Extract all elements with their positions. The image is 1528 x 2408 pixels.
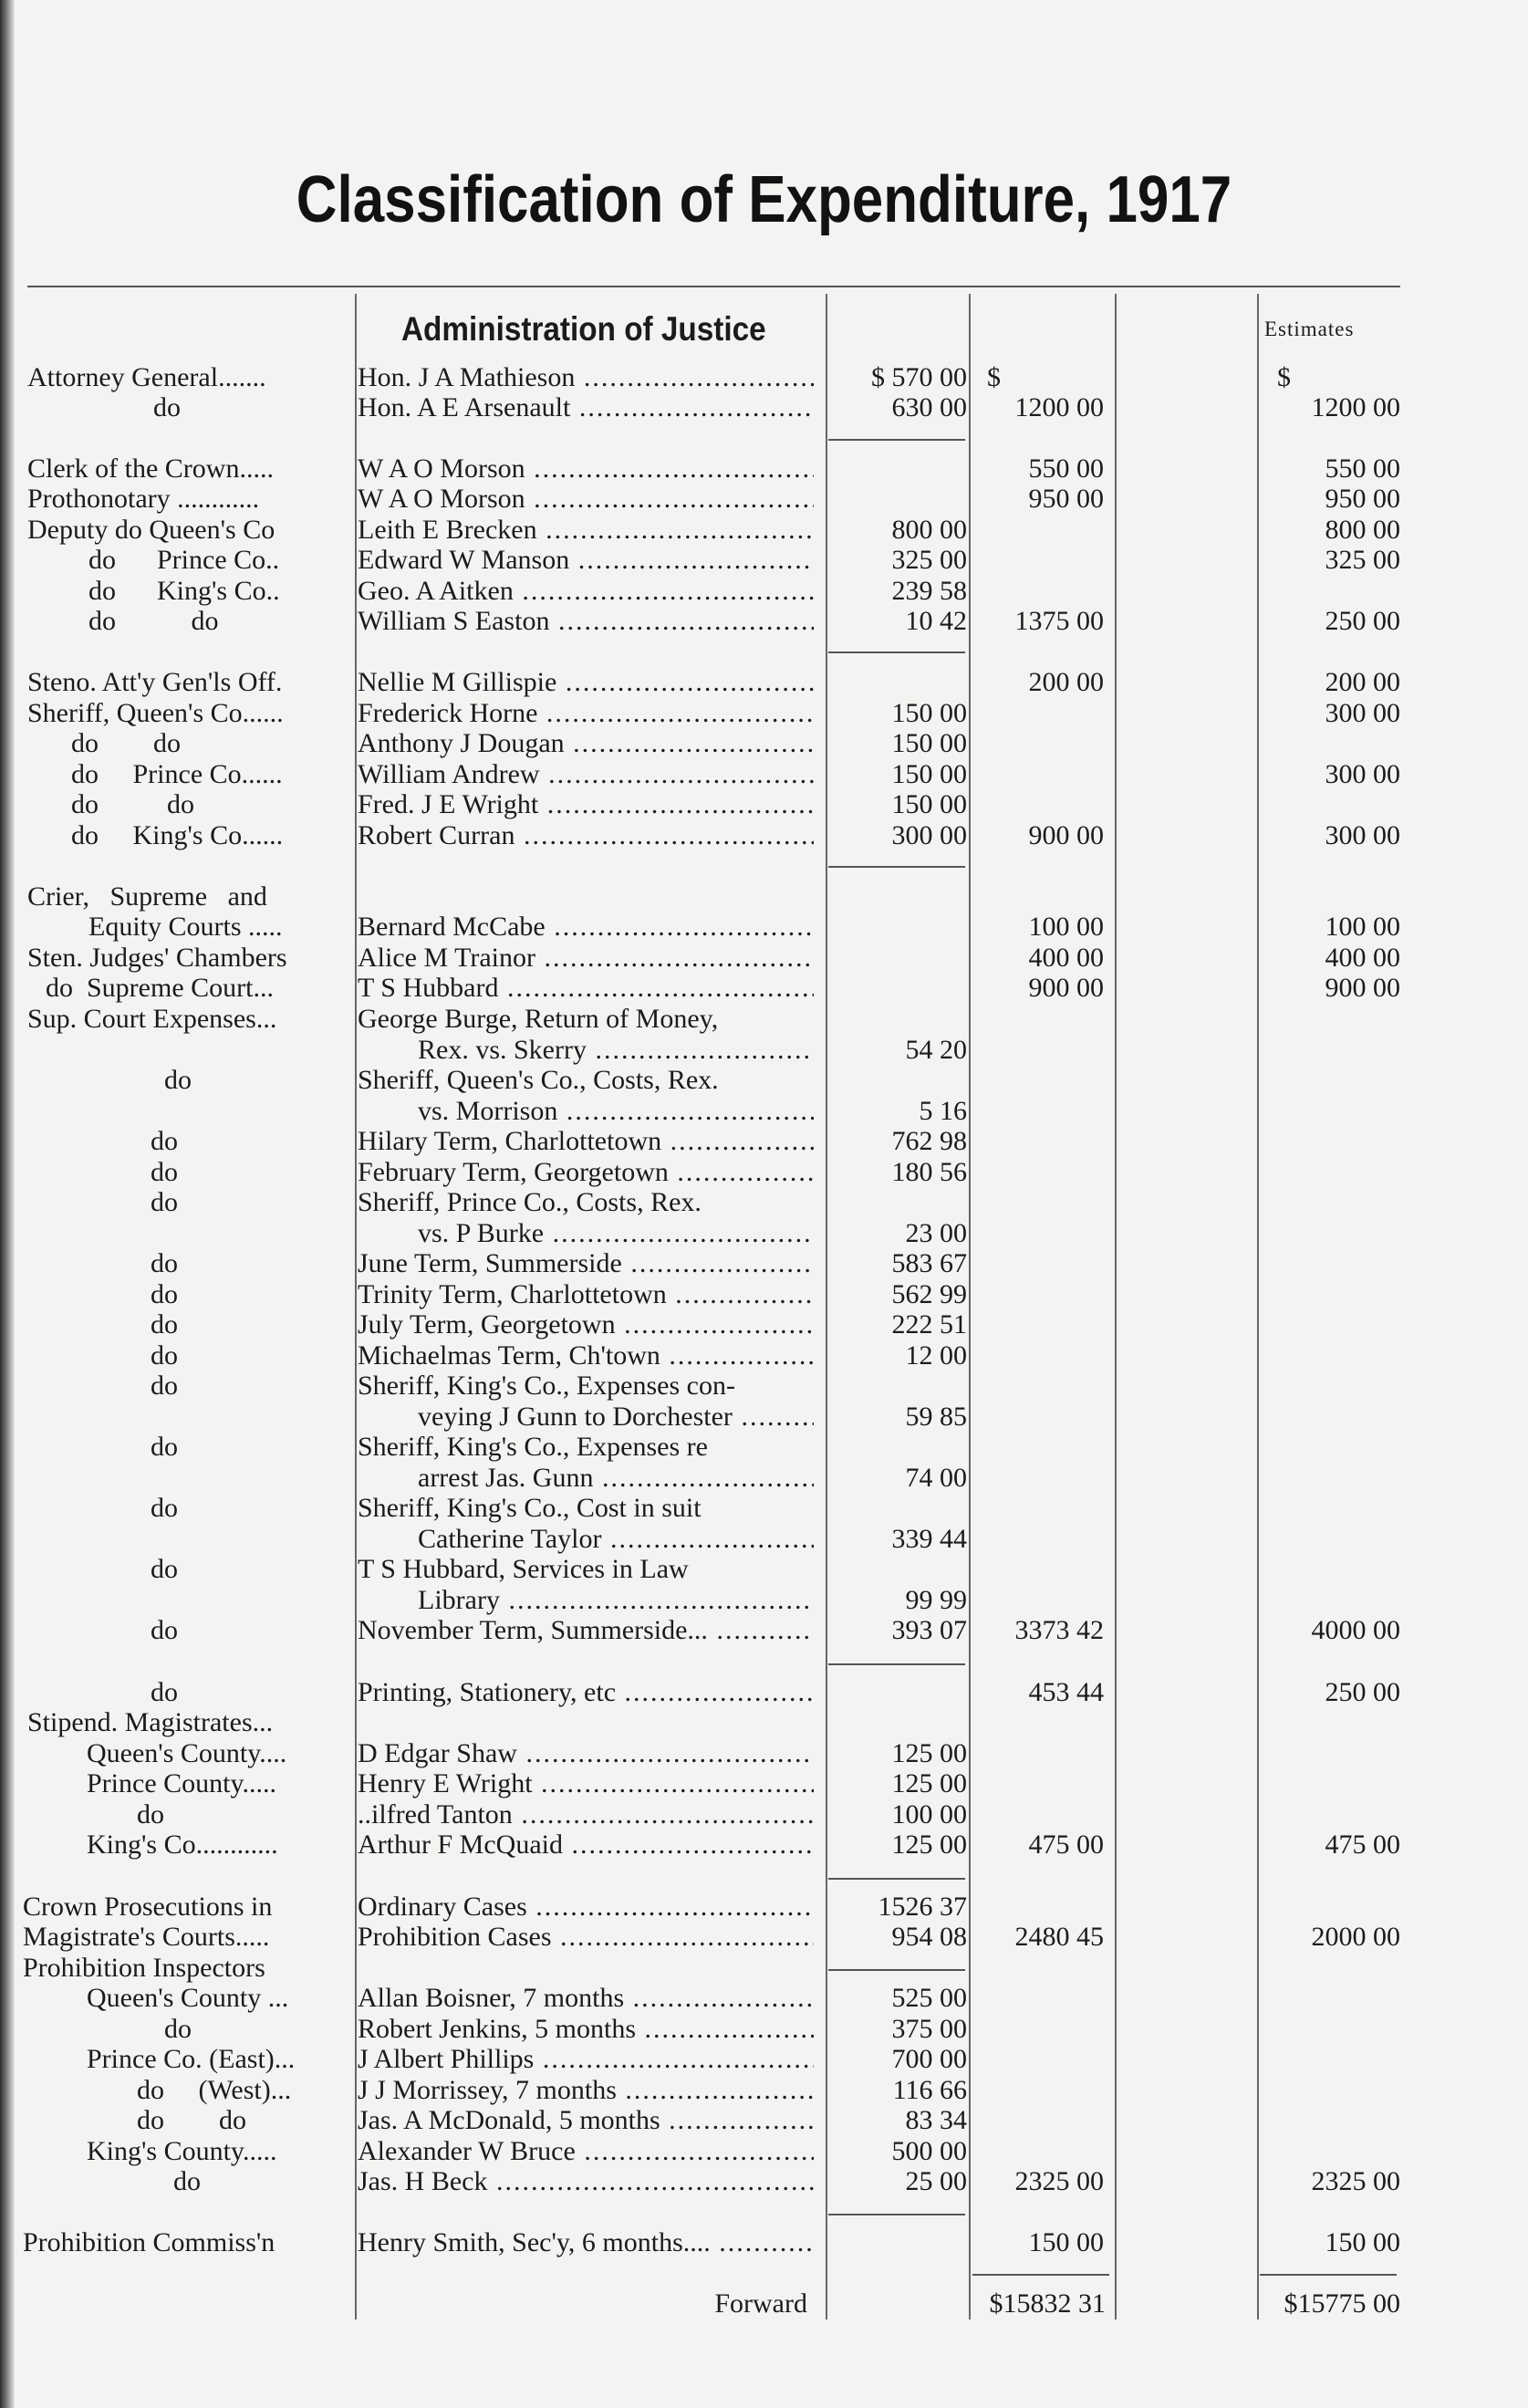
row-subtotal: 150 00 (1028, 2227, 1104, 2257)
row-label: do do (88, 606, 219, 636)
row-label: do Prince Co.. (88, 545, 280, 575)
row-amount: 23 00 (905, 1218, 967, 1248)
row-payee (358, 484, 814, 515)
row-payee-text: Michaelmas Term, Ch'town (358, 1340, 660, 1371)
row-label: Prince Co. (East)... (87, 2044, 296, 2074)
row-payee-text: Trinity Term, Charlottetown (358, 1279, 667, 1309)
row-label: Prohibition Commiss'n (23, 2227, 275, 2257)
row-payee (358, 1983, 814, 2014)
row-payee (358, 2227, 814, 2258)
row-amount: 180 56 (891, 1157, 967, 1187)
row-payee-text: Sheriff, King's Co., Cost in suit (358, 1493, 702, 1523)
row-label: do (151, 1309, 178, 1340)
row-payee (358, 545, 814, 576)
row-label: Sup. Court Expenses... (27, 1004, 277, 1034)
row-label: do (151, 1157, 178, 1187)
forward-label: Forward (714, 2288, 807, 2319)
row-payee (358, 759, 814, 790)
row-payee-text: T S Hubbard (358, 973, 499, 1003)
row-label: do (151, 1248, 178, 1278)
row-payee-text: Fred. J E Wright (358, 789, 539, 819)
table-row (0, 1953, 1528, 1984)
row-label: Attorney General....... (27, 362, 266, 392)
row-amount: 300 00 (891, 820, 967, 850)
row-label: do (151, 1432, 178, 1462)
row-payee (418, 1402, 814, 1433)
table-row (0, 484, 1528, 515)
row-payee-text: Hon. A E Arsenault (358, 392, 571, 422)
row-payee (358, 973, 814, 1004)
table-row (0, 1187, 1528, 1218)
row-label: Clerk of the Crown..... (27, 453, 274, 484)
table-row (0, 1524, 1528, 1555)
estimates-heading: Estimates (1264, 318, 1355, 340)
row-amount: 125 00 (891, 1738, 967, 1768)
row-estimate: 950 00 (1325, 484, 1400, 514)
table-row (0, 2014, 1528, 2045)
row-payee-text: arrest Jas. Gunn (418, 1463, 594, 1493)
row-label: Queen's County ... (87, 1983, 289, 2013)
row-amount: 150 00 (891, 759, 967, 789)
row-payee (358, 912, 814, 943)
row-estimate: 325 00 (1325, 545, 1400, 575)
row-amount: 5 16 (919, 1096, 967, 1126)
row-label: Crown Prosecutions in (23, 1892, 273, 1922)
row-estimate: 900 00 (1325, 973, 1400, 1003)
table-row (0, 1829, 1528, 1861)
row-estimate: 4000 00 (1311, 1615, 1400, 1645)
row-label: do do (137, 2105, 246, 2135)
row-payee-text: February Term, Georgetown (358, 1157, 669, 1187)
row-payee-text: Edward W Manson (358, 545, 570, 575)
table-row (0, 1065, 1528, 1096)
row-payee (418, 1585, 814, 1616)
row-estimate: 2325 00 (1311, 2166, 1400, 2196)
row-label: Crier, Supreme and (27, 881, 267, 912)
row-amount: 583 67 (891, 1248, 967, 1278)
row-amount: 150 00 (891, 789, 967, 819)
row-payee (358, 1615, 814, 1646)
row-label: do King's Co...... (71, 820, 284, 850)
row-estimate: 250 00 (1325, 1677, 1400, 1707)
row-label: do (137, 1799, 164, 1829)
row-payee (358, 2136, 814, 2167)
row-amount: 375 00 (891, 2014, 967, 2044)
row-amount: 99 99 (905, 1585, 967, 1615)
row-payee-text: Hilary Term, Charlottetown (358, 1126, 662, 1156)
table-row (0, 728, 1528, 759)
row-amount: 83 34 (905, 2105, 967, 2135)
row-payee (358, 789, 814, 820)
row-label: Stipend. Magistrates... (27, 1707, 274, 1737)
table-row (0, 1983, 1528, 2014)
table-row (0, 1707, 1528, 1738)
row-subtotal: 900 00 (1028, 820, 1104, 850)
table-row (0, 881, 1528, 912)
row-subtotal: 2480 45 (1014, 1922, 1104, 1952)
table-row (0, 362, 1528, 393)
row-payee-text: J J Morrissey, 7 months (358, 2075, 617, 2105)
table-row (0, 1035, 1528, 1066)
section-heading: Administration of Justice (401, 310, 766, 348)
row-amount: 500 00 (891, 2136, 967, 2166)
table-row (0, 1340, 1528, 1371)
row-payee-text: Prohibition Cases (358, 1922, 552, 1952)
table-row (0, 1799, 1528, 1830)
row-label: do Prince Co...... (71, 759, 283, 789)
row-payee-text: Sheriff, Queen's Co., Costs, Rex. (358, 1065, 719, 1095)
row-subtotal: 400 00 (1028, 943, 1104, 973)
row-payee-text: Henry E Wright (358, 1768, 533, 1798)
row-payee-text: Sheriff, King's Co., Expenses con- (358, 1371, 735, 1401)
table-row (0, 1402, 1528, 1433)
row-payee (358, 1554, 814, 1585)
table-row (0, 515, 1528, 546)
row-subtotal: 100 00 (1028, 912, 1104, 942)
row-label: Sheriff, Queen's Co...... (27, 698, 284, 728)
row-label: Sten. Judges' Chambers (27, 943, 287, 973)
row-payee (358, 1829, 814, 1861)
row-label: do (173, 2166, 201, 2196)
table-row (0, 2227, 1528, 2258)
row-label: do (164, 2014, 192, 2044)
table-row (0, 667, 1528, 698)
row-payee (358, 1004, 814, 1035)
row-label: do (151, 1493, 178, 1523)
row-subtotal: 200 00 (1028, 667, 1104, 697)
row-payee (358, 820, 814, 851)
row-payee (358, 1677, 814, 1708)
row-payee-text: ..ilfred Tanton (358, 1799, 513, 1829)
row-payee (358, 1279, 814, 1310)
row-amount: 54 20 (905, 1035, 967, 1065)
row-payee-text: Hon. J A Mathieson (358, 362, 576, 392)
row-label: do (151, 1187, 178, 1217)
table-row (0, 2166, 1528, 2197)
table-row (0, 1126, 1528, 1157)
table-row (0, 2044, 1528, 2075)
table-row (0, 1493, 1528, 1524)
row-payee (418, 1035, 814, 1066)
row-payee (358, 1065, 814, 1096)
row-payee-text: Geo. A Aitken (358, 576, 514, 606)
table-row (0, 1218, 1528, 1249)
row-estimate: 100 00 (1325, 912, 1400, 942)
row-payee-text: vs. Morrison (418, 1096, 558, 1126)
row-label: do (151, 1279, 178, 1309)
row-payee-text: November Term, Summerside... (358, 1615, 708, 1645)
table-row (0, 1432, 1528, 1463)
row-subtotal: 950 00 (1028, 484, 1104, 514)
table-row (0, 606, 1528, 637)
forward-subtotal: $15832 31 (989, 2288, 1106, 2319)
row-label: do (151, 1126, 178, 1156)
row-amount: 100 00 (891, 1799, 967, 1829)
row-payee-text: Arthur F McQuaid (358, 1829, 563, 1860)
row-subtotal: 2325 00 (1014, 2166, 1104, 2196)
row-estimate: 800 00 (1325, 515, 1400, 545)
row-payee (358, 362, 814, 393)
row-amount: 125 00 (891, 1829, 967, 1860)
row-payee (418, 1096, 814, 1127)
row-payee-text: Robert Jenkins, 5 months (358, 2014, 636, 2044)
row-payee-text: Alice M Trainor (358, 943, 535, 973)
table-row (0, 759, 1528, 790)
row-estimate: 400 00 (1325, 943, 1400, 973)
row-payee (358, 667, 814, 698)
row-payee-text: Rex. vs. Skerry (418, 1035, 587, 1065)
table-row (0, 789, 1528, 820)
row-estimate: 250 00 (1325, 606, 1400, 636)
table-row (0, 2075, 1528, 2106)
row-payee (358, 1432, 814, 1463)
row-payee-text: W A O Morson (358, 453, 525, 484)
row-payee (358, 1892, 814, 1923)
row-label: do (151, 1677, 178, 1707)
row-estimate: 200 00 (1325, 667, 1400, 697)
row-subtotal: 475 00 (1028, 1829, 1104, 1860)
row-payee (358, 2105, 814, 2136)
row-amount: 700 00 (891, 2044, 967, 2074)
table-row (0, 1892, 1528, 1923)
row-payee-text: T S Hubbard, Services in Law (358, 1554, 689, 1584)
row-label: do (164, 1065, 192, 1095)
table-row (0, 1096, 1528, 1127)
row-payee (358, 515, 814, 546)
row-estimate: 150 00 (1325, 2227, 1400, 2257)
row-payee (358, 576, 814, 607)
row-payee-text: Henry Smith, Sec'y, 6 months.... (358, 2227, 711, 2257)
table-row (0, 545, 1528, 576)
row-subtotal: 900 00 (1028, 973, 1104, 1003)
table-row (0, 698, 1528, 729)
row-amount: 562 99 (891, 1279, 967, 1309)
table-row (0, 453, 1528, 485)
table-row (0, 2105, 1528, 2136)
row-payee-text: June Term, Summerside (358, 1248, 622, 1278)
row-payee-text: Printing, Stationery, etc (358, 1677, 617, 1707)
row-payee (358, 2075, 814, 2106)
row-subtotal: 1200 00 (1014, 392, 1104, 422)
row-payee-text: J Albert Phillips (358, 2044, 535, 2074)
row-amount: 239 58 (891, 576, 967, 606)
row-label: King's Co............ (87, 1829, 278, 1860)
forward-estimate: $15775 00 (1284, 2288, 1400, 2319)
row-estimate: 1200 00 (1311, 392, 1400, 422)
table-row (0, 1677, 1528, 1708)
row-payee (418, 1218, 814, 1249)
table-row (0, 1463, 1528, 1494)
row-payee-text: Nellie M Gillispie (358, 667, 557, 697)
row-payee-text: Frederick Horne (358, 698, 538, 728)
row-subtotal: 550 00 (1028, 453, 1104, 484)
row-payee-text: W A O Morson (358, 484, 525, 514)
row-payee (358, 1738, 814, 1769)
row-payee-text: William S Easton (358, 606, 550, 636)
row-label: King's County..... (87, 2136, 277, 2166)
row-amount: 150 00 (891, 698, 967, 728)
row-payee (358, 1187, 814, 1218)
row-amount: 125 00 (891, 1768, 967, 1798)
row-payee (358, 1371, 814, 1402)
row-label: do (West)... (137, 2075, 292, 2105)
row-label: do do (71, 728, 181, 758)
row-payee (358, 2044, 814, 2075)
row-label: Prince County..... (87, 1768, 277, 1798)
row-payee-text: Robert Curran (358, 820, 515, 850)
table-row (0, 392, 1528, 423)
page-title: Classification of Expenditure, 1917 (296, 163, 1232, 236)
row-payee-text: Sheriff, King's Co., Expenses re (358, 1432, 708, 1462)
row-payee (418, 1463, 814, 1494)
row-payee (358, 728, 814, 759)
table-row (0, 1371, 1528, 1402)
row-subtotal: 1375 00 (1014, 606, 1104, 636)
row-amount: $ 570 00 (871, 362, 967, 392)
row-payee-text: Allan Boisner, 7 months (358, 1983, 625, 2013)
row-label: Deputy do Queen's Co (27, 515, 275, 545)
table-row (0, 1585, 1528, 1616)
table-row (0, 2136, 1528, 2167)
row-amount: 74 00 (905, 1463, 967, 1493)
row-label: Magistrate's Courts..... (23, 1922, 270, 1952)
table-row (0, 1768, 1528, 1799)
row-estimate: 550 00 (1325, 453, 1400, 484)
row-payee-text: D Edgar Shaw (358, 1738, 517, 1768)
row-payee (418, 1524, 814, 1555)
forward-row (0, 2288, 1528, 2319)
row-payee (358, 2014, 814, 2045)
row-payee-text: Anthony J Dougan (358, 728, 565, 758)
row-label: Equity Courts ..... (88, 912, 283, 942)
row-label: do (151, 1554, 178, 1584)
row-payee-text: July Term, Georgetown (358, 1309, 616, 1340)
row-payee (358, 1768, 814, 1799)
row-payee-text: Leith E Brecken (358, 515, 537, 545)
row-amount: 800 00 (891, 515, 967, 545)
row-payee-text: Ordinary Cases (358, 1892, 527, 1922)
row-payee (358, 606, 814, 637)
row-label: do (151, 1371, 178, 1401)
row-payee (358, 1340, 814, 1371)
row-payee-text: William Andrew (358, 759, 540, 789)
row-label: do (153, 392, 181, 422)
row-payee (358, 453, 814, 485)
row-label: Prohibition Inspectors (23, 1953, 265, 1983)
row-payee-text: Jas. A McDonald, 5 months (358, 2105, 660, 2135)
row-amount: 393 07 (891, 1615, 967, 1645)
row-estimate: 300 00 (1325, 698, 1400, 728)
table-row (0, 1004, 1528, 1035)
row-payee (358, 1157, 814, 1188)
row-payee (358, 1493, 814, 1524)
table-row (0, 1615, 1528, 1646)
table-row (0, 1279, 1528, 1310)
row-amount: 762 98 (891, 1126, 967, 1156)
row-payee (358, 698, 814, 729)
row-amount: 59 85 (905, 1402, 967, 1432)
row-label: Queen's County.... (87, 1738, 287, 1768)
row-label: Steno. Att'y Gen'ls Off. (27, 667, 283, 697)
table-row (0, 1922, 1528, 1953)
row-payee (358, 1799, 814, 1830)
row-amount: 325 00 (891, 545, 967, 575)
row-estimate: 2000 00 (1311, 1922, 1400, 1952)
row-payee (358, 1126, 814, 1157)
table-row (0, 973, 1528, 1004)
row-payee-text: George Burge, Return of Money, (358, 1004, 719, 1034)
row-payee-text: Alexander W Bruce (358, 2136, 576, 2166)
row-amount: 222 51 (891, 1309, 967, 1340)
row-label: do (151, 1615, 178, 1645)
row-payee-text: veying J Gunn to Dorchester (418, 1402, 733, 1432)
row-amount: 954 08 (891, 1922, 967, 1952)
table-row (0, 943, 1528, 974)
row-estimate: 300 00 (1325, 759, 1400, 789)
row-amount: 1526 37 (878, 1892, 967, 1922)
row-subtotal: 453 44 (1028, 1677, 1104, 1707)
row-amount: 150 00 (891, 728, 967, 758)
row-payee (358, 943, 814, 974)
table-row (0, 820, 1528, 851)
table-row (0, 1738, 1528, 1769)
table-row (0, 1554, 1528, 1585)
row-amount: 630 00 (891, 392, 967, 422)
table-row (0, 576, 1528, 607)
row-payee-text: Jas. H Beck (358, 2166, 488, 2196)
row-label: do Supreme Court... (46, 973, 274, 1003)
row-estimate: 475 00 (1325, 1829, 1400, 1860)
row-label: do King's Co.. (88, 576, 280, 606)
row-payee-text: Catherine Taylor (418, 1524, 602, 1554)
row-estimate: $ (1277, 362, 1291, 392)
table-row (0, 1309, 1528, 1340)
row-payee (358, 1309, 814, 1340)
row-subtotal: 3373 42 (1014, 1615, 1104, 1645)
row-subtotal: $ (987, 362, 1001, 392)
row-payee (358, 1922, 814, 1953)
row-amount: 10 42 (905, 606, 967, 636)
table-row (0, 912, 1528, 943)
table-row (0, 1248, 1528, 1279)
row-payee (358, 2166, 814, 2197)
row-payee-text: Sheriff, Prince Co., Costs, Rex. (358, 1187, 702, 1217)
row-label: do do (71, 789, 194, 819)
row-label: Prothonotary ............ (27, 484, 260, 514)
row-payee-text: Library (418, 1585, 500, 1615)
row-amount: 339 44 (891, 1524, 967, 1554)
row-amount: 116 66 (892, 2075, 967, 2105)
row-payee (358, 1248, 814, 1279)
row-label: do (151, 1340, 178, 1371)
row-amount: 25 00 (905, 2166, 967, 2196)
row-amount: 12 00 (905, 1340, 967, 1371)
table-row (0, 1157, 1528, 1188)
row-amount: 525 00 (891, 1983, 967, 2013)
row-payee (358, 392, 814, 423)
row-payee-text: Bernard McCabe (358, 912, 546, 942)
row-payee-text: vs. P Burke (418, 1218, 545, 1248)
row-estimate: 300 00 (1325, 820, 1400, 850)
